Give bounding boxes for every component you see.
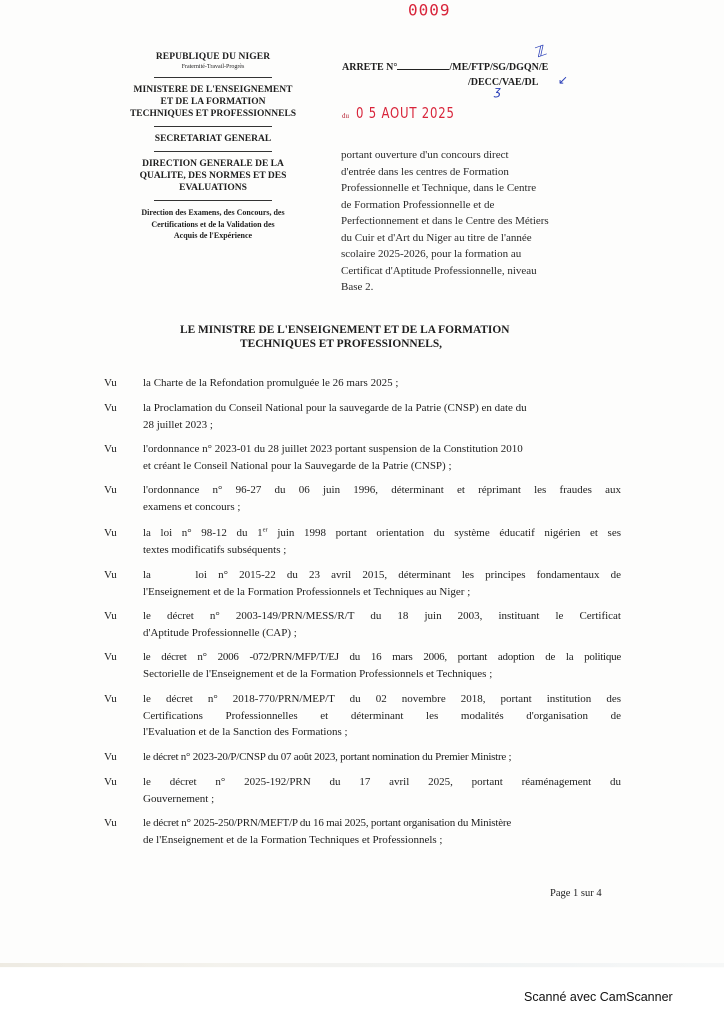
arrete-subject: portant ouverture d'un concours direct d'entrée dans les centres de Formation Professionnelle et Technique, dans le Centre de Formation Professionnelle et de Perfectionnement et dans le Centre des Métiers du Cuir et d'Art du Niger au titre de l'année scolaire 2025-2026, pour la formation au Certificat d'Aptitude Professionnelle, niveau Base 2.: [341, 149, 549, 293]
direction-generale-name: DIRECTION GENERALE DE LA QUALITE, DES NORMES ET DES EVALUATIONS: [139, 159, 287, 193]
national-motto: Fraternité-Travail-Progrès: [181, 64, 245, 70]
vu-label: Vu: [104, 751, 117, 763]
vu-label: Vu: [104, 443, 117, 455]
handwritten-mark: ↙: [558, 73, 569, 87]
minister-title: LE MINISTRE DE L'ENSEIGNEMENT ET DE LA FORMATION TECHNIQUES ET PROFESSIONNELS,: [180, 324, 510, 350]
page-number: Page 1 sur 4: [550, 888, 602, 899]
vu-label: Vu: [104, 569, 117, 581]
vu-label: Vu: [104, 610, 117, 622]
divider: [154, 200, 272, 201]
letterhead: [108, 52, 318, 242]
arrete-reference-line2: /DECC/VAE/DL: [468, 77, 539, 88]
handwritten-mark: ʒ: [494, 84, 501, 98]
arrete-number-blank: [397, 60, 449, 70]
vu-label: Vu: [104, 693, 117, 705]
handwritten-mark: ℤ: [533, 42, 549, 62]
divider: [154, 151, 272, 152]
date-stamp: 0 5 AOUT 2025: [356, 104, 455, 122]
arrete-reference: [342, 60, 548, 73]
vu-label: Vu: [104, 484, 117, 496]
vu-label: Vu: [104, 651, 117, 663]
vu-label: Vu: [104, 817, 117, 829]
date-prefix: du: [342, 112, 349, 120]
page-edge: [0, 963, 724, 967]
direction-name: Direction des Examens, des Concours, des Certifications et de la Validation des Acquis de l'Expérience: [141, 208, 285, 240]
divider: [154, 126, 272, 127]
arrete-label: ARRETE N°: [342, 62, 398, 73]
ministry-name: MINISTERE DE L'ENSEIGNEMENT ET DE LA FORMATION TECHNIQUES ET PROFESSIONNELS: [129, 85, 297, 119]
vu-label: Vu: [104, 377, 117, 389]
arrete-number-stamp: 0009: [407, 0, 451, 20]
vu-label: Vu: [104, 402, 117, 414]
republic-name: REPUBLIQUE DU NIGER: [155, 52, 271, 62]
secretariat-name: SECRETARIAT GENERAL: [154, 134, 272, 144]
vu-label: Vu: [104, 527, 117, 539]
arrete-suffix: /ME/FTP/SG/DGQN/E: [449, 62, 549, 73]
scanner-watermark: Scanné avec CamScanner: [524, 990, 673, 1004]
divider: [154, 77, 272, 78]
vu-label: Vu: [104, 776, 117, 788]
